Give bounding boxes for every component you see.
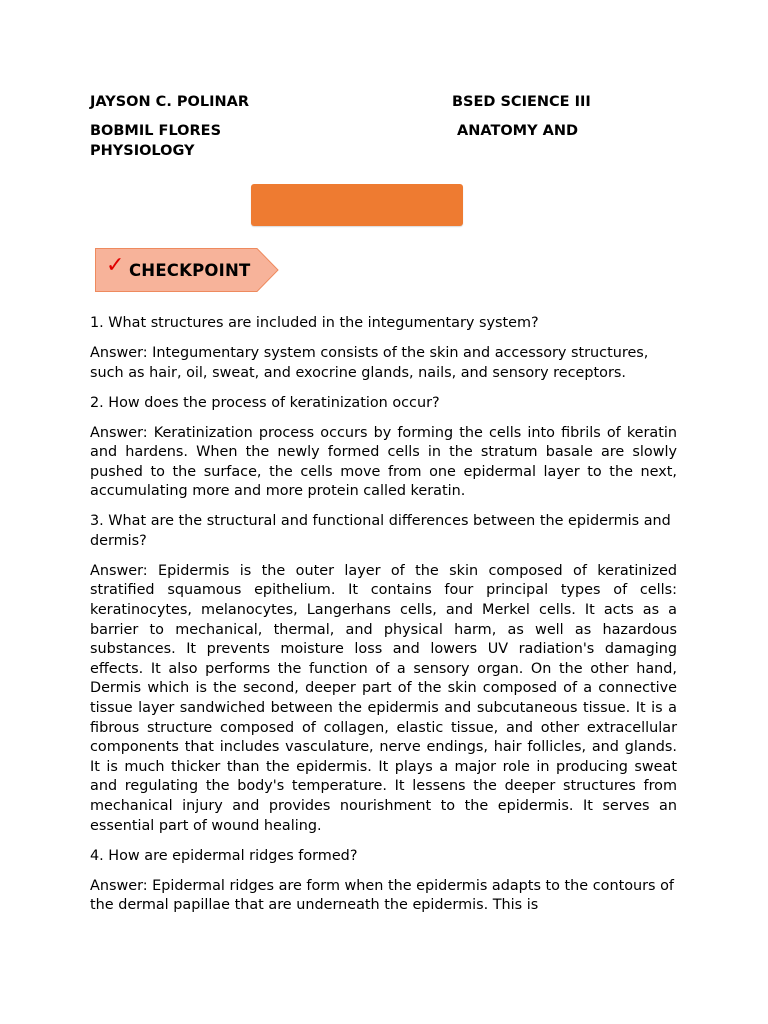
student-name-1: JAYSON C. POLINAR: [90, 94, 249, 110]
course-label: BSED SCIENCE III: [452, 94, 591, 110]
answer-1: Answer: Integumentary system consists of the skin and accessory structures, such as hair, oil, sweat, and exocrine glands, nails, and sensory receptors.: [90, 344, 649, 381]
question-2: 2. How does the process of keratinization occur?: [90, 394, 440, 411]
answer-3: Answer: Epidermis is the outer layer of the skin composed of keratinized stratified squamous epithelium. It contains four principal types of cells: keratinocytes, melanocytes, Langerhans cells, and Merkel cells. It acts as a barrier to mechanical, thermal, and physical harm, as well as hazardous substances. It prevents moisture loss and lowers UV radiation's damaging effects. It also performs the function of a sensory organ. On the other hand, Dermis which is the second, deeper part of the skin composed of a connective tissue layer sandwiched between the epidermis and subcutaneous tissue. It is a fibrous structure composed of collagen, elastic tissue, and other extracellular components that includes vasculature, nerve endings, hair follicles, and glands. It is much thicker than the epidermis. It plays a major role in producing sweat and regulating the body's temperature. It lessens the deeper structures from mechanical injury and provides nourishment to the epidermis. It serves an essential part of wound healing.: [90, 562, 677, 834]
checkpoint-label: CHECKPOINT: [129, 261, 251, 280]
subject-label-continued: PHYSIOLOGY: [90, 143, 195, 159]
subject-label: ANATOMY AND: [457, 123, 579, 139]
qa-content: [90, 314, 677, 926]
question-1: 1. What structures are included in the integumentary system?: [90, 315, 539, 331]
checkpoint-tag: [95, 248, 279, 292]
answer-2: Answer: Keratinization process occurs by forming the cells into fibrils of keratin and hardens. When the newly formed cells in the stratum basale are slowly pushed to the surface, the cells move from one epidermal layer to the next, accumulating more and more protein called keratin.: [90, 424, 677, 500]
title-banner: [251, 184, 463, 226]
student-name-2: BOBMIL FLORES: [90, 123, 222, 139]
answer-4: Answer: Epidermal ridges are form when the epidermis adapts to the contours of the dermal papillae that are underneath the epidermis. This is: [90, 877, 674, 914]
checkmark-icon: ✓: [106, 253, 125, 278]
question-3: 3. What are the structural and functional differences between the epidermis and dermis?: [90, 513, 671, 549]
question-4: 4. How are epidermal ridges formed?: [90, 847, 358, 864]
